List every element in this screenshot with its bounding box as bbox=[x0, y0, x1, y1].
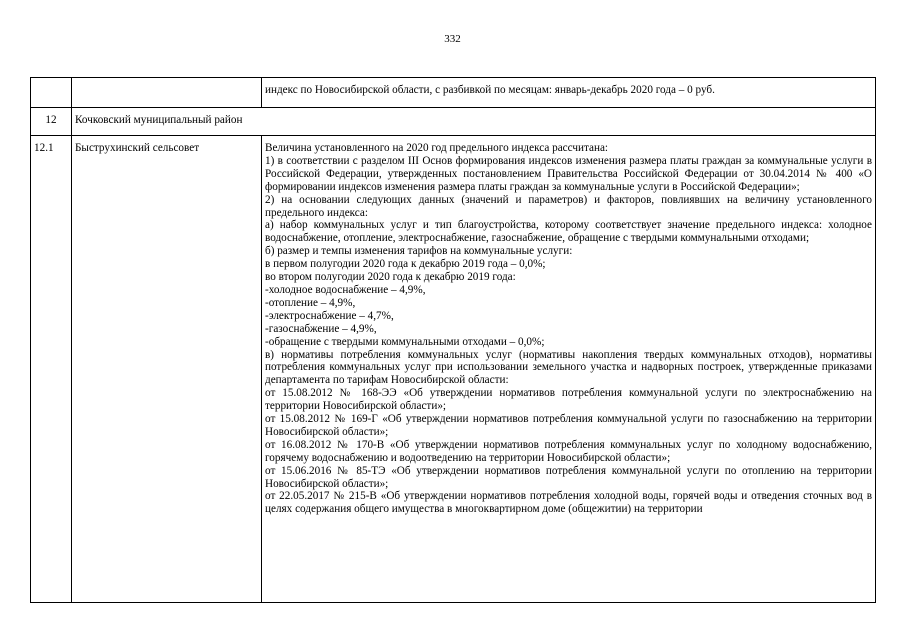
row-text-cell bbox=[262, 136, 876, 603]
paragraph: от 22.05.2017 № 215-В «Об утверждении нормативов потребления холодной воды, горячей воды и отведения сточных вод в целях содержания общего имущества в многоквартирном доме (общежитии) на территории bbox=[265, 490, 872, 516]
paragraph: 2) на основании следующих данных (значений и параметров) и факторов, повлиявших на величину установленного предельного индекса: bbox=[265, 193, 872, 219]
paragraph: б) размер и темпы изменения тарифов на коммунальные услуги: bbox=[265, 245, 573, 258]
table-row bbox=[31, 78, 876, 108]
paragraph: во втором полугодии 2020 года к декабрю 2019 года: bbox=[265, 271, 516, 284]
row-number-cell bbox=[31, 78, 72, 108]
district-name: Кочковский муниципальный район bbox=[72, 108, 876, 136]
paragraph: -электроснабжение – 4,7%, bbox=[265, 309, 394, 322]
document-table bbox=[30, 77, 876, 603]
paragraph: -обращение с твердыми коммунальными отходами – 0,0%; bbox=[265, 335, 545, 348]
paragraph: а) набор коммунальных услуг и тип благоустройства, которому соответствует значение предельного индекса: холодное водоснабжение, отопление, электроснабжение, газоснабжение, обращение с твердыми коммунальными отходами; bbox=[265, 219, 872, 245]
paragraph: в) нормативы потребления коммунальных услуг (нормативы накопления твердых коммунальных отходов), нормативы потребления коммунальных услуг при использовании земельного участка и надворных построек, утвержденные приказами департамента по тарифам Новосибирской области: bbox=[265, 348, 872, 387]
paragraph: от 15.08.2012 № 169-Г «Об утверждении нормативов потребления коммунальной услуги по газоснабжению на территории Новосибирской области»; bbox=[265, 413, 872, 438]
row-name-cell bbox=[72, 78, 262, 108]
paragraph: от 15.06.2016 № 85-ТЭ «Об утверждении нормативов потребления коммунальной услуги по отоплению на территории Новосибирской области»; bbox=[265, 464, 872, 490]
row-name-cell: Быструхинский сельсовет bbox=[72, 136, 262, 603]
row-text-cell: индекс по Новосибирской области, с разбивкой по месяцам: январь-декабрь 2020 года – 0 руб. bbox=[262, 78, 876, 108]
page-number: 332 bbox=[444, 33, 461, 45]
paragraph: от 15.08.2012 № 168-ЭЭ «Об утверждении нормативов потребления коммунальной услуги по электроснабжению на территории Новосибирской области»; bbox=[265, 387, 872, 413]
paragraph: в первом полугодии 2020 года к декабрю 2019 года – 0,0%; bbox=[265, 258, 546, 271]
paragraph: 1) в соответствии с разделом III Основ формирования индексов изменения размера платы граждан за коммунальные услуги в Российской Федерации, утвержденных постановлением Правительства Российской Федерации от 30.04.2014 № 400 «О формировании индексов изменения размера платы граждан за коммунальные услуги в Российской Федерации»; bbox=[265, 154, 872, 193]
paragraph: Величина установленного на 2020 год предельного индекса рассчитана: bbox=[265, 142, 609, 154]
table-row bbox=[31, 136, 876, 603]
row-number-cell: 12.1 bbox=[31, 136, 72, 603]
table-row-district bbox=[31, 108, 876, 136]
paragraph: -газоснабжение – 4,9%, bbox=[265, 322, 377, 335]
paragraph: -холодное водоснабжение – 4,9%, bbox=[265, 283, 426, 296]
district-number: 12 bbox=[31, 108, 72, 136]
paragraph: от 16.08.2012 № 170-В «Об утверждении нормативов потребления коммунальных услуг по холодному водоснабжению, горячему водоснабжению и водоотведению на территории Новосибирской области»; bbox=[265, 438, 872, 464]
paragraph: -отопление – 4,9%, bbox=[265, 296, 356, 309]
